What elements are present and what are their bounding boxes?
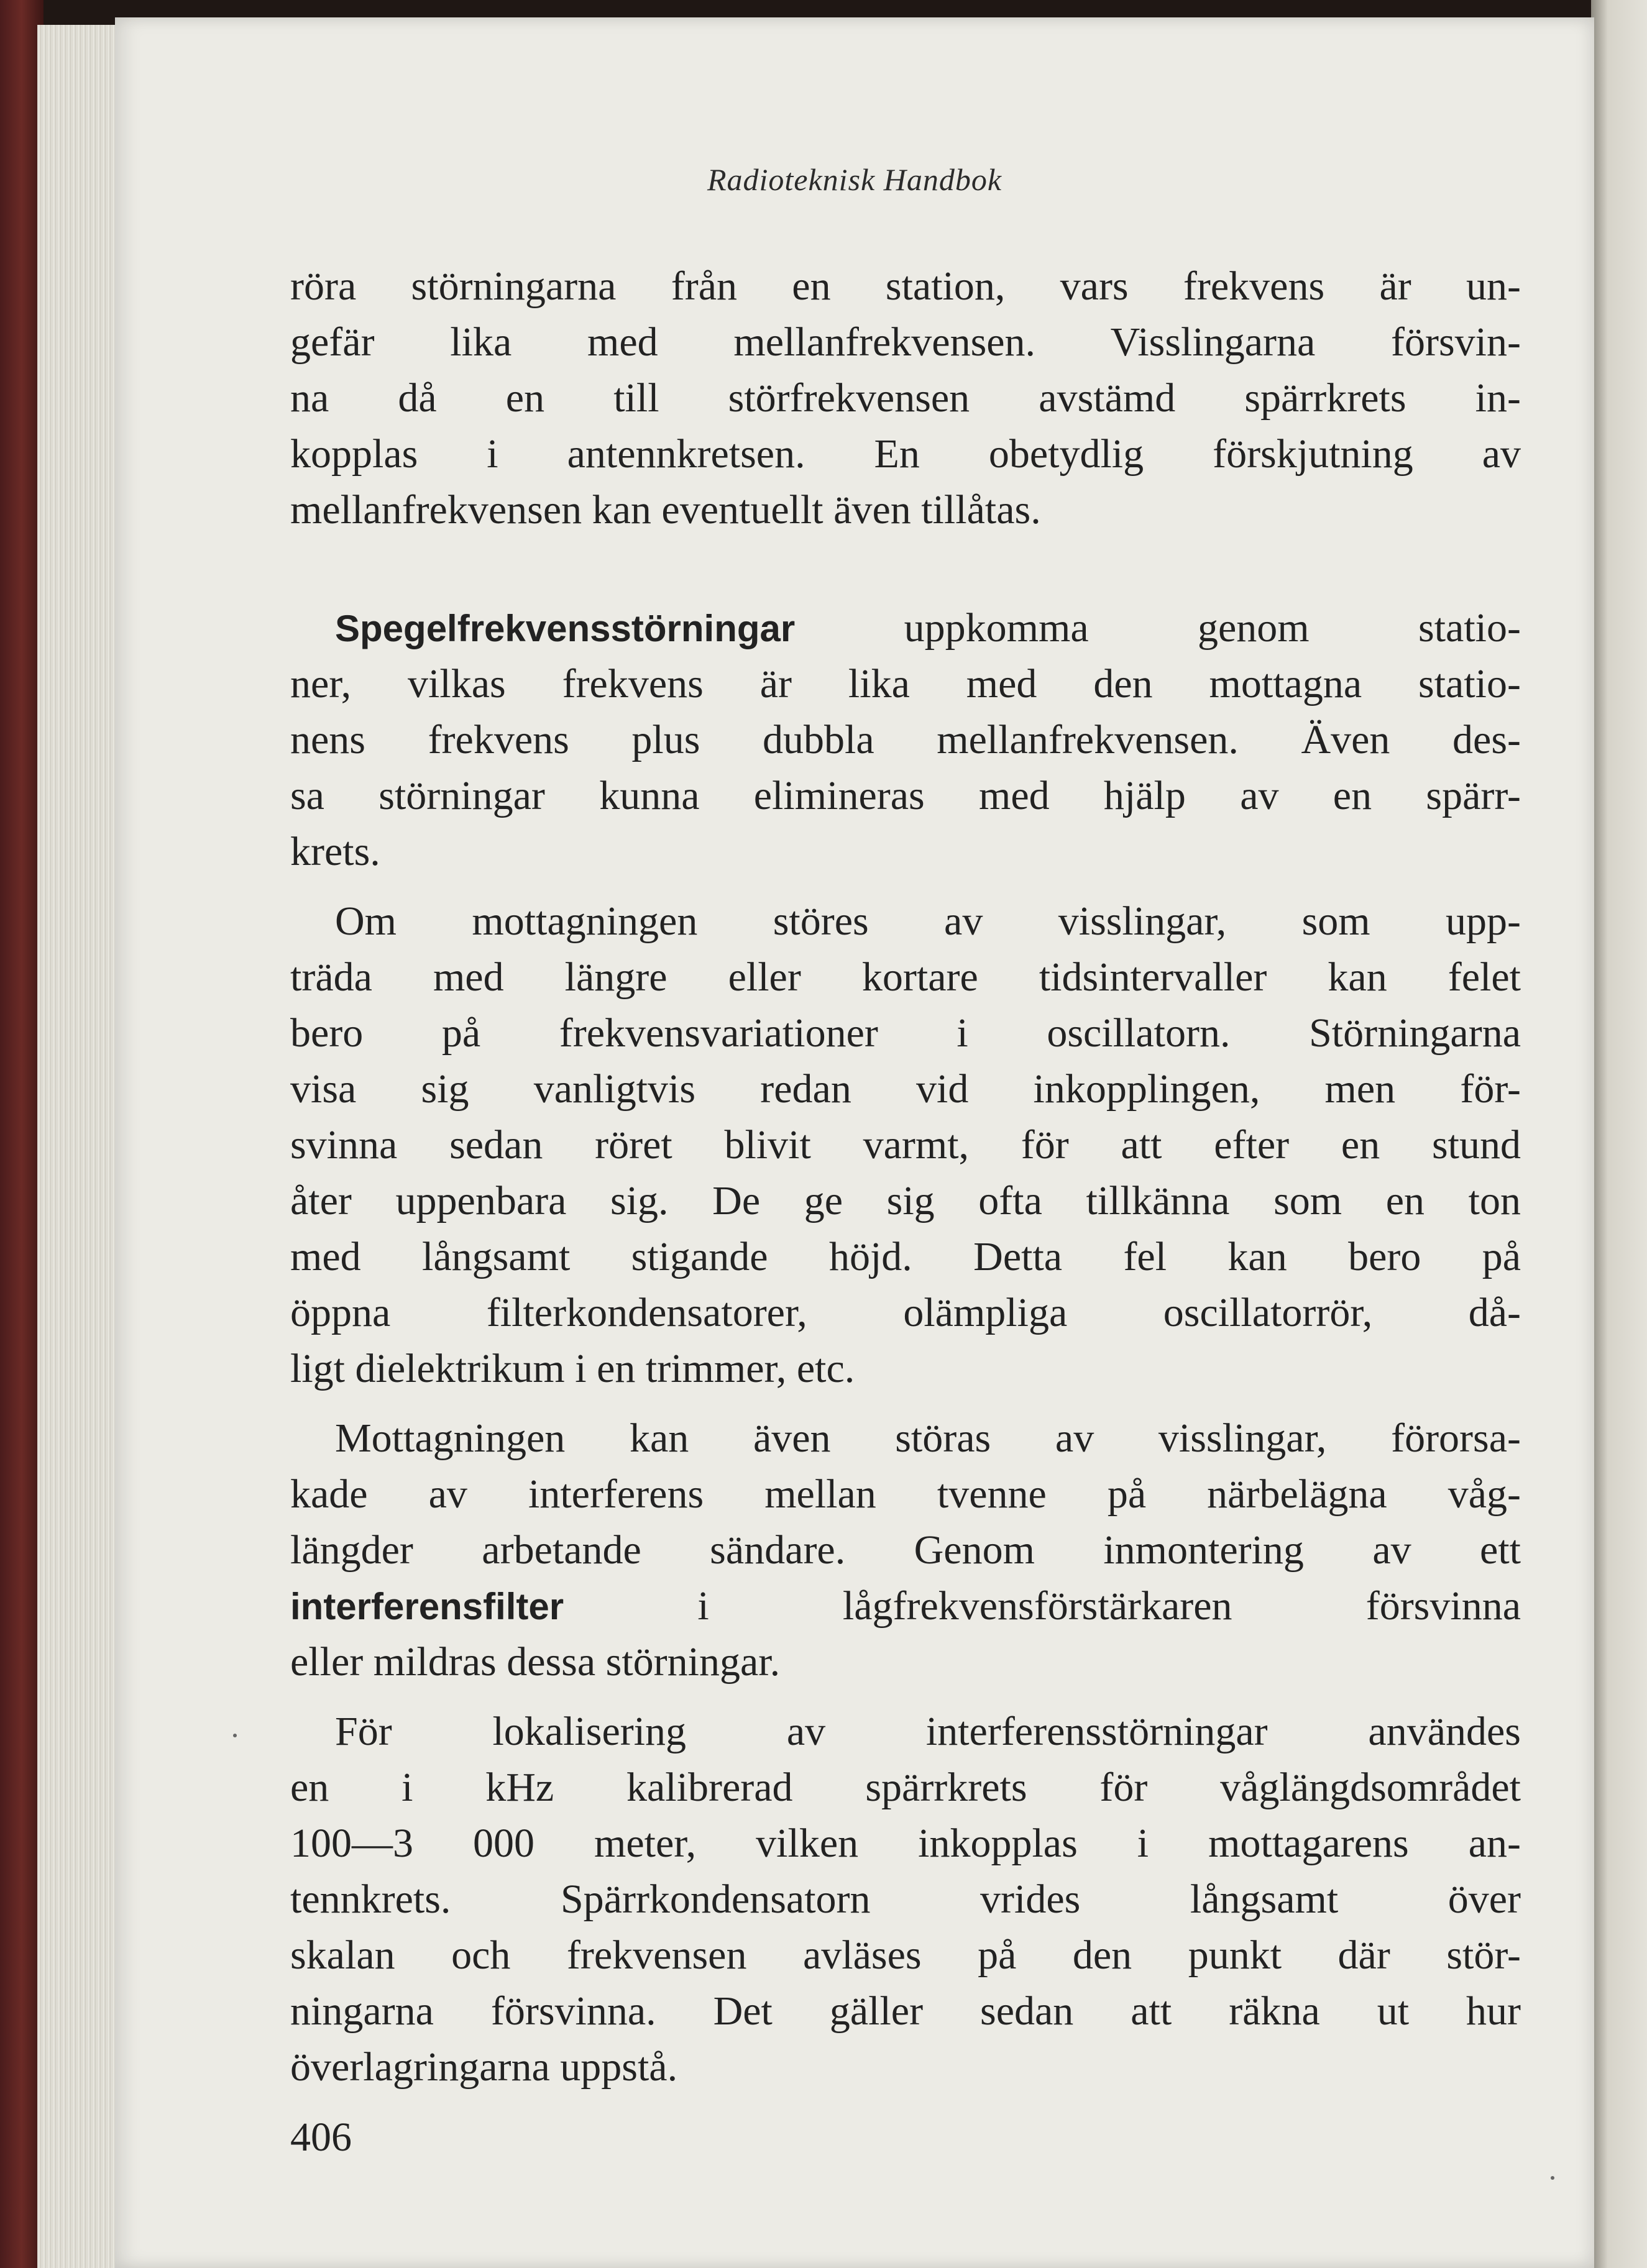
- text-line: [290, 1578, 1521, 1634]
- text-line: visa sig vanligtvis redan vid inkopplingen, men för-: [290, 1066, 1521, 1112]
- text-line: tennkrets. Spärrkondensatorn vrides långsamt över: [290, 1877, 1521, 1922]
- text-line: krets.: [290, 829, 380, 874]
- text-line: bero på frekvensvariationer i oscillatorn. Störningarna: [290, 1010, 1521, 1056]
- paragraph-5: [290, 1704, 1521, 2095]
- text-line: öppna filterkondensatorer, olämpliga oscillatorrör, då-: [290, 1290, 1521, 1335]
- keyword-interferensfilter: interferensfilter: [290, 1586, 564, 1627]
- text-line: nens frekvens plus dubbla mellanfrekvensen. Även des-: [290, 717, 1521, 762]
- text-line: För lokalisering av interferensstörningar användes: [335, 1709, 1521, 1754]
- text-fragment: uppkomma genom statio-: [795, 605, 1521, 651]
- text-line: na då en till störfrekvensen avstämd spärrkrets in-: [290, 375, 1521, 421]
- text-line: åter uppenbara sig. De ge sig ofta tillkänna som en ton: [290, 1178, 1521, 1223]
- text-line: mellanfrekvensen kan eventuellt även tillåtas.: [290, 487, 1041, 533]
- text-line: kopplas i antennkretsen. En obetydlig förskjutning av: [290, 431, 1521, 477]
- text-line: skalan och frekvensen avläses på den punkt där stör-: [290, 1932, 1521, 1978]
- margin-speck: [233, 1734, 237, 1737]
- margin-speck: [1551, 2176, 1554, 2180]
- keyword-spegelfrekvensstorningar: Spegelfrekvensstörningar: [335, 608, 796, 649]
- text-line: röra störningarna från en station, vars frekvens är un-: [290, 263, 1521, 309]
- text-line: kade av interferens mellan tvenne på närbelägna våg-: [290, 1471, 1521, 1517]
- text-line: [290, 600, 1521, 656]
- text-line: ningarna försvinna. Det gäller sedan att räkna ut hur: [290, 1988, 1521, 2034]
- text-line: eller mildras dessa störningar.: [290, 1639, 781, 1685]
- paragraph-3: [290, 894, 1521, 1397]
- text-line: gefär lika med mellanfrekvensen. Visslingarna försvin-: [290, 319, 1521, 365]
- running-head: Radioteknisk Handbok: [707, 162, 1002, 197]
- text-line: 100—3 000 meter, vilken inkopplas i mottagarens an-: [290, 1821, 1521, 1866]
- paragraph-1: [290, 258, 1521, 538]
- paragraph-2: [290, 600, 1521, 880]
- body-text: [290, 258, 1521, 2095]
- page-number: 406: [290, 2115, 352, 2160]
- book-page: [115, 17, 1594, 2268]
- text-line: längder arbetande sändare. Genom inmontering av ett: [290, 1527, 1521, 1573]
- text-line: ligt dielektrikum i en trimmer, etc.: [290, 1346, 855, 1391]
- text-fragment: i lågfrekvensförstärkaren försvinna: [564, 1583, 1521, 1629]
- text-line: ner, vilkas frekvens är lika med den mottagna statio-: [290, 661, 1521, 706]
- text-line: sa störningar kunna elimineras med hjälp av en spärr-: [290, 773, 1521, 818]
- text-line: Mottagningen kan även störas av visslingar, förorsa-: [335, 1415, 1521, 1461]
- page-stack-edge: [37, 25, 118, 2268]
- text-line: en i kHz kalibrerad spärrkrets för våglängdsområdet: [290, 1765, 1521, 1810]
- text-line: överlagringarna uppstå.: [290, 2044, 678, 2090]
- text-line: Om mottagningen störes av visslingar, som upp-: [335, 899, 1521, 944]
- text-line: träda med längre eller kortare tidsintervaller kan felet: [290, 954, 1521, 1000]
- text-line: med långsamt stigande höjd. Detta fel kan bero på: [290, 1234, 1521, 1279]
- text-line: svinna sedan röret blivit varmt, för att efter en stund: [290, 1122, 1521, 1168]
- facing-page-edge: [1591, 0, 1647, 2268]
- paragraph-4: [290, 1411, 1521, 1690]
